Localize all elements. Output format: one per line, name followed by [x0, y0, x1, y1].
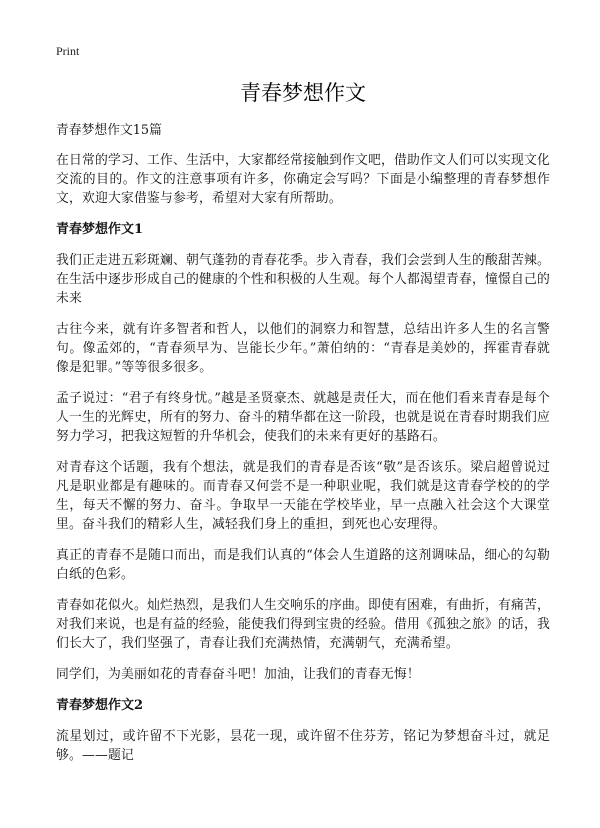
section-paragraph: 青春如花似火。灿烂热烈，是我们人生交响乐的序曲。即使有困难，有曲折，有痛苦，对我们来说，也是有益的经验，能使我们得到宝贵的经验。借用《孤独之旅》的话，我们长大了，我们坚强了，青春让我们充满热情，充满朝气，充满希望。 [56, 598, 550, 651]
section-paragraph: 我们正走进五彩斑斓、朝气蓬勃的青春花季。步入青春，我们会尝到人生的酸甜苦辣。在生活中逐步形成自己的健康的个性和积极的人生观。每个人都渴望青春，憧憬自己的未来 [56, 253, 550, 306]
section-paragraph: 同学们，为美丽如花的青春奋斗吧！加油，让我们的青春无悔！ [56, 667, 420, 682]
document-title: 青春梦想作文 [240, 81, 366, 105]
section-paragraph: 对青春这个话题，我有个想法，就是我们的青春是否该“敬”是否该乐。梁启超曾说过凡是职业都是有趣味的。而青春又何尝不是一种职业呢，我们就是这青春学校的的学生，每天不懈的努力、奋斗。争取早一天能在学校毕业，早一点融入社会这个大课堂里。奋斗我们的精彩人生，减轻我们身上的重担，到死也心安理得。 [56, 460, 550, 532]
section-paragraph: 真正的青春不是随口而出，而是我们认真的“体会人生道路的这剂调味品，细心的勾勒白纸的色彩。 [56, 548, 550, 582]
section-heading: 青春梦想作文1 [56, 222, 144, 237]
document-subtitle: 青春梦想作文15篇 [56, 123, 162, 138]
section-paragraph: 孟子说过：“君子有终身忧。”越是圣贤豪杰、就越是责任大，而在他们看来青春是每个人一生的光辉史，所有的努力、奋斗的精华都在这一阶段，也就是说在青春时期我们应努力学习，把我这短暂的升华机会，使我们的未来有更好的基路石。 [56, 391, 550, 444]
section-heading: 青春梦想作文2 [56, 698, 144, 713]
section-paragraph: 古往今来，就有许多智者和哲人，以他们的洞察力和智慧，总结出许多人生的名言警句。像孟郊的，“青春须早为、岂能长少年。”萧伯纳的：“青春是美妙的，挥霍青春就像是犯罪。”等等很多很多。 [56, 322, 550, 375]
print-link[interactable]: Print [56, 44, 80, 58]
section-paragraph: 流星划过，或许留不下光影，昙花一现，或许留不住芬芳，铭记为梦想奋斗过，就足够。——题记 [56, 729, 550, 763]
intro-paragraph: 在日常的学习、工作、生活中，大家都经常接触到作文吧，借助作文人们可以实现文化交流的目的。作文的注意事项有许多，你确定会写吗？下面是小编整理的青春梦想作文，欢迎大家借鉴与参考，希望对大家有所帮助。 [56, 153, 550, 206]
